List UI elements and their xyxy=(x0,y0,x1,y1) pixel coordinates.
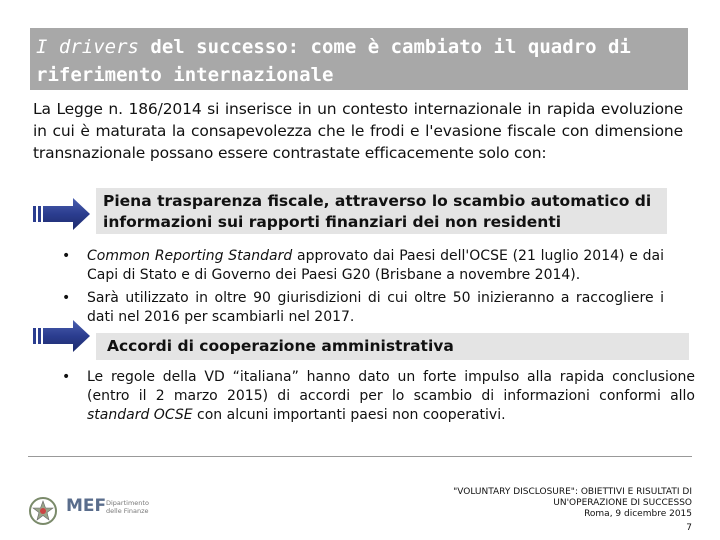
vd-text-post: con alcuni importanti paesi non cooperativi. xyxy=(192,407,506,423)
footer-line1: "VOLUNTARY DISCLOSURE": OBIETTIVI E RISULTATI DI xyxy=(453,487,692,497)
arrow-right-icon xyxy=(33,319,91,353)
footer-caption xyxy=(392,487,692,534)
callout-trasparenza xyxy=(96,188,667,234)
italian-emblem-icon xyxy=(28,496,58,526)
page-number: 7 xyxy=(686,523,692,533)
mef-sub-line2: delle Finanze xyxy=(106,507,149,515)
footer-line3: Roma, 9 dicembre 2015 xyxy=(584,509,692,519)
callout-accordi xyxy=(96,333,689,360)
mef-sub-line1: Dipartimento xyxy=(106,499,149,507)
vd-text-italic: standard OCSE xyxy=(87,407,193,423)
bullet-list-1 xyxy=(62,247,664,331)
list-item xyxy=(62,368,695,425)
footer-divider xyxy=(28,456,692,457)
bullet-list-2 xyxy=(62,368,695,429)
mef-logo xyxy=(66,496,106,516)
mef-logo-text: MEF xyxy=(66,496,107,516)
jurisdictions-text: Sarà utilizzato in oltre 90 giurisdizioni di cui oltre 50 inizieranno a raccogliere i dati nel 2016 per scambiarli nel 2017. xyxy=(87,290,664,325)
crs-italic: Common Reporting Standard xyxy=(87,248,293,264)
list-item xyxy=(62,247,664,285)
arrow-right-icon xyxy=(33,197,91,231)
title-italic: I drivers xyxy=(36,36,139,58)
vd-text-pre: Le regole della VD “italiana” hanno dato un forte impulso alla rapida conclusione (entro il 2 marzo 2015) di accordi per lo scambio di informazioni conformi allo xyxy=(87,369,695,404)
callout-trasparenza-text: Piena trasparenza fiscale, attraverso lo scambio automatico di informazioni sui rapporti finanziari dei non residenti xyxy=(103,192,652,231)
title-rest: del successo: come è cambiato il quadro di riferimento internazionale xyxy=(36,36,631,86)
slide-title xyxy=(36,33,686,89)
callout-accordi-text: Accordi di cooperazione amministrativa xyxy=(107,337,454,355)
footer-line2: UN'OPERAZIONE DI SUCCESSO xyxy=(553,498,692,508)
list-item xyxy=(62,289,664,327)
crs-text: approvato dai Paesi dell'OCSE (21 luglio 2014) e dai Capi di Stato e di Governo dei Paesi G20 (Brisbane a novembre 2014). xyxy=(87,248,664,283)
intro-paragraph: La Legge n. 186/2014 si inserisce in un contesto internazionale in rapida evoluzione in cui è maturata la consapevolezza che le frodi e l'evasione fiscale con dimensione transnazionale possano essere contrastate efficacemente solo con: xyxy=(33,100,683,162)
mef-logo-subtitle xyxy=(106,499,149,515)
